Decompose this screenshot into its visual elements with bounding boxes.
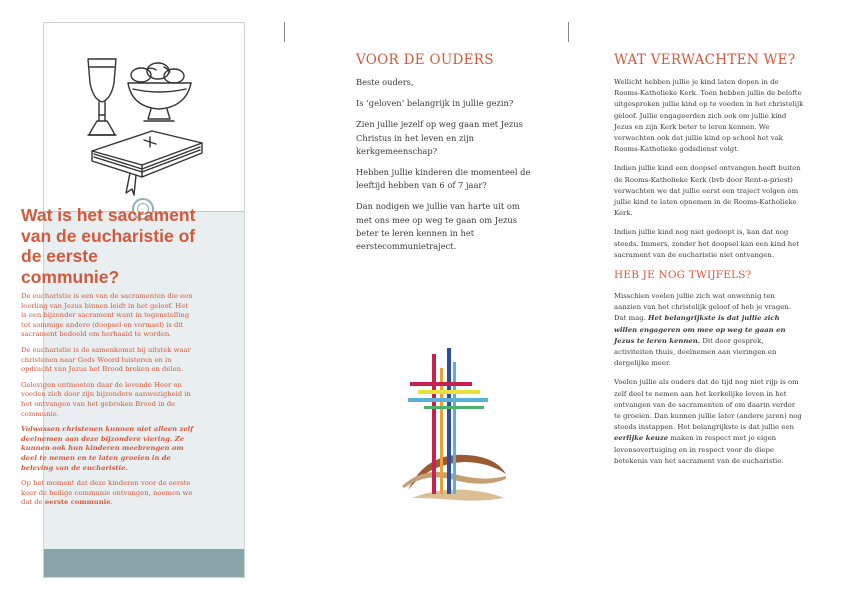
expectations-paragraph: Indien jullie kind een doopsel ontvangen heeft buiten de Rooms-Katholieke Kerk (bvb door Rent-a-priest) verwachten we dat jullie eerst een traject volgen om jullie kind te laten opnemen in de Rooms-Katholieke Kerk.	[614, 164, 801, 218]
fold-mark-right	[568, 22, 569, 42]
parents-paragraph: Is ‘geloven’ belangrijk in jullie gezin?	[356, 98, 514, 109]
doubts-paragraph: Voelen jullie als ouders dat de tijd nog niet rijp is om zelf deel te nemen aan het kerkelijke leven in het ontvangen van de sacramenten of om daarin verder te groeien. Dan kunnen jullie later (andere jaren) nog steeds instappen. Het belangrijkste is dat jullie een eerlijke keuze maken in respect met je eigen levensovertuiging en in respect voor de diepe betekenis van het sacrament van de eucharistie.	[614, 378, 802, 465]
first-communion-term: eerste communie	[44, 498, 111, 507]
bible-icon	[92, 131, 202, 195]
cover-body	[21, 292, 195, 514]
bread-bowl-icon	[128, 63, 191, 121]
cover-paragraph: Gelovigen ontmoeten daar de levende Heer en voeden zich door zijn bijzondere aanwezigheid in het ontvangen van het gebroken Brood in de communie.	[21, 380, 191, 418]
cover-paragraph: De eucharistie is de samenkomst bij uitstek waar christenen naar Gods Woord luisteren en in opdracht van Jezus het Brood breken en delen.	[21, 345, 191, 374]
expectations-paragraph: Wellicht hebben jullie je kind laten dopen in de Rooms-Katholieke Kerk. Toen hebben jullie de belofte uitgesproken jullie kind op te voeden in het christelijk geloof. Jullie engageerden zich ook om jullie kind Jezus en zijn Kerk beter te leren kennen. We verwachten ook dat jullie kind op school het vak Rooms-Katholieke godsdienst volgt.	[614, 78, 804, 154]
parents-paragraph: Zien jullie jezelf op weg gaan met Jezus Christus in het leven en zijn kerkgemeenschap?	[356, 119, 523, 156]
expectations-paragraph: Indien jullie kind nog niet gedoopt is, kan dat nog steeds. Immers, zonder het doopsel kan een kind het sacrament van de eucharistie niet ontvangen.	[614, 228, 800, 259]
parents-paragraph: Beste ouders,	[356, 77, 414, 87]
doubts-heading: HEB JE NOG TWIJFELS?	[614, 269, 752, 282]
fold-mark-left	[284, 22, 285, 42]
parents-paragraph: Dan nodigen we jullie van harte uit om met ons mee op weg te gaan om Jezus beter te leren kennen in het eerstecommunietraject.	[356, 201, 520, 252]
chalice-icon	[88, 59, 116, 135]
cover-paragraph-closing: Op het moment dat deze kinderen voor de eerste keer de heilige communie ontvangen, noemen we dat de eerste communie.	[21, 479, 193, 507]
cover-title: Wat is het sacrament van de eucharistie of de eerste communie?	[21, 205, 196, 287]
parents-section	[356, 52, 536, 261]
parents-paragraph: Hebben jullie kinderen die momenteel de leeftijd hebben van 6 of 7 jaar?	[356, 167, 531, 191]
expectations-section	[614, 52, 804, 475]
parents-heading: VOOR DE OUDERS	[356, 52, 494, 68]
expectations-heading: WAT VERWACHTEN WE?	[614, 52, 796, 68]
key-message: Het belangrijkste is dat jullie zich willen engageren om mee op weg te gaan en Jezus te leren kennen.	[614, 314, 786, 345]
cover-footer-bar	[44, 549, 244, 577]
cover-emphasis-paragraph: Volwassen christenen kunnen niet alleen zelf deelnemen aan deze bijzondere viering. Ze kunnen ook hun kinderen meebrengen om deel te nemen en te laten groeien in de beleving van de eucharistie.	[21, 425, 194, 472]
honest-choice-term: eerlijke keuze	[614, 434, 669, 443]
doubts-paragraph: Misschien voelen jullie zich wat onwennig ten aanzien van het christelijk geloof of heb je vragen. Dat mag. Het belangrijkste is dat jullie zich willen engageren om mee op weg te gaan en Jezus te leren kennen. Dit door gesprek, activiteiten thuis, deelnemen aan vieringen en dergelijke meer.	[614, 292, 791, 368]
cover-paragraph: De eucharistie is een van de sacramenten die een leerling van Jezus binnen leidt in het geloof. Het is een bijzonder sacrament want in tegenstelling tot sommige andere (doopsel en vormsel) is dit sacrament bedoeld om herhaald te worden.	[21, 292, 193, 339]
colorful-cross-logo	[398, 348, 510, 504]
chalice-bread-bible-illustration	[44, 23, 244, 211]
